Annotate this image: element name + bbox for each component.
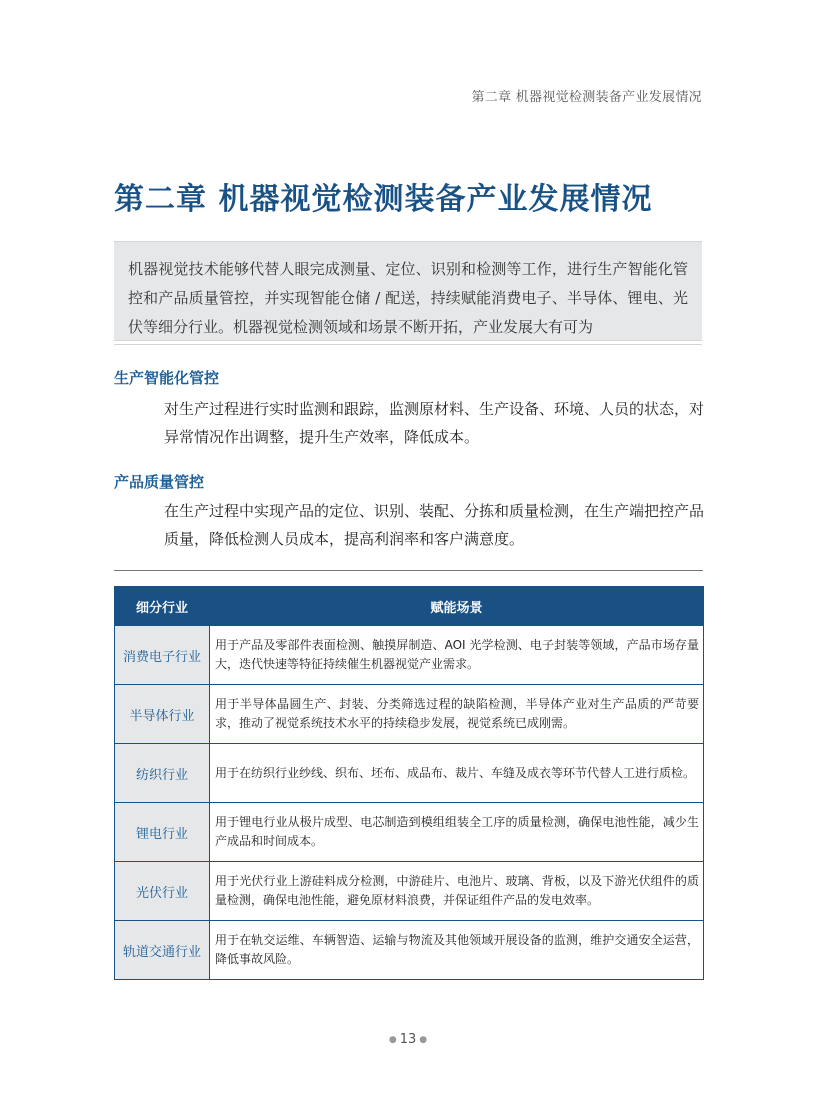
bullet-dot-icon: ● [419,1034,428,1045]
table-row [115,862,704,921]
industry-cell: 锂电行业 [115,803,210,862]
running-header: 第二章 机器视觉检测装备产业发展情况 [471,90,702,105]
scenario-cell: 用于在轨交运维、车辆智造、运输与物流及其他领域开展设备的监测，维护交通安全运营，降低事故风险。 [210,921,704,980]
industry-cell: 光伏行业 [115,862,210,921]
section-heading-production-control: 生产智能化管控 [114,369,220,387]
industry-cell: 轨道交通行业 [115,921,210,980]
summary-text: 机器视觉技术能够代替人眼完成测量、定位、识别和检测等工作，进行生产智能化管控和产品质量管控，并实现智能仓储 / 配送，持续赋能消费电子、半导体、锂电、光伏等细分行业。机器视觉检测领域和场景不断开拓，产业发展大有可为 [128,260,688,336]
industry-cell: 消费电子行业 [115,626,210,685]
table-header-row [115,587,704,626]
header-scenario: 赋能场景 [210,587,704,626]
page-number: 13 [399,1032,417,1047]
section-body-production-control: 对生产过程进行实时监测和跟踪，监测原材料、生产设备、环境、人员的状态，对异常情况作出调整，提升生产效率，降低成本。 [164,400,705,446]
chapter-title: 第二章 机器视觉检测装备产业发展情况 [114,182,653,217]
table-row [115,803,704,862]
section-divider [114,570,703,571]
table-row [115,685,704,744]
page-footer [0,1032,816,1047]
industry-scenario-table [114,586,704,980]
bullet-dot-icon: ● [388,1034,397,1045]
table-row [115,744,704,803]
scenario-cell: 用于光伏行业上游硅料成分检测，中游硅片、电池片、玻璃、背板，以及下游光伏组件的质量检测，确保电池性能，避免原材料浪费，并保证组件产品的发电效率。 [210,862,704,921]
industry-cell: 半导体行业 [115,685,210,744]
scenario-cell: 用于锂电行业从极片成型、电芯制造到模组组装全工序的质量检测，确保电池性能，减少生产成品和时间成本。 [210,803,704,862]
scenario-cell: 用于产品及零部件表面检测、触摸屏制造、AOI 光学检测、电子封装等领域，产品市场存量大，迭代快速等特征持续催生机器视觉产业需求。 [210,626,704,685]
summary-box [114,241,702,341]
header-industry: 细分行业 [115,587,210,626]
section-heading-quality-control: 产品质量管控 [114,473,205,491]
scenario-cell: 用于半导体晶圆生产、封装、分类筛选过程的缺陷检测，半导体产业对生产品质的严苛要求，推动了视觉系统技术水平的持续稳步发展，视觉系统已成刚需。 [210,685,704,744]
industry-cell: 纺织行业 [115,744,210,803]
table-row [115,921,704,980]
table-row [115,626,704,685]
scenario-cell: 用于在纺织行业纱线、织布、坯布、成品布、裁片、车缝及成衣等环节代替人工进行质检。 [210,744,704,803]
section-body-quality-control: 在生产过程中实现产品的定位、识别、装配、分拣和质量检测，在生产端把控产品质量，降低检测人员成本，提高利润率和客户满意度。 [164,502,705,548]
